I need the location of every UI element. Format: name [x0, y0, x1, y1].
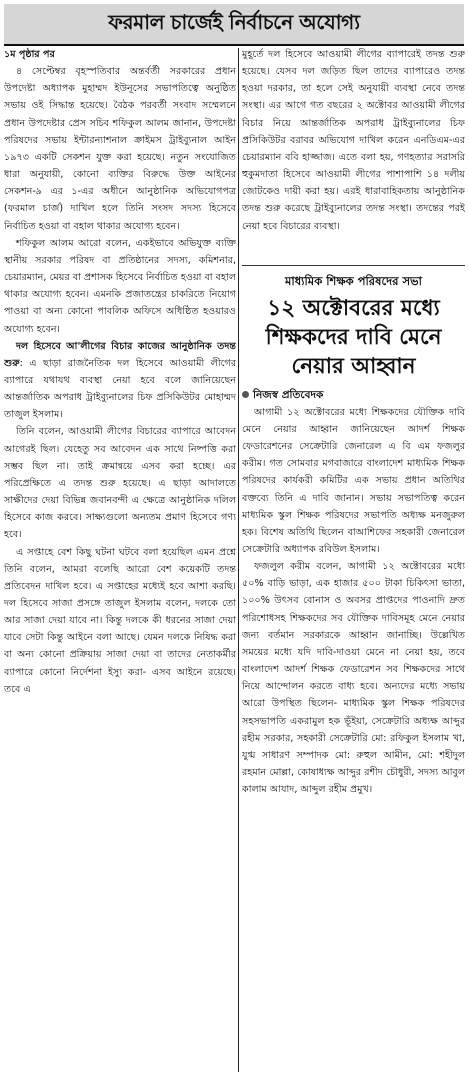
page-headline: ফরমাল চার্জেই নির্বাচনে অযোগ্য — [108, 9, 360, 34]
article-paragraph: মুহূর্তে দল হিসেবে আওয়ামী লীগের ব্যাপারেই তদন্ত শুরু হয়েছে। যেসব দল জড়িত ছিল তাদের ব্যাপারেও তদন্ত হওয়া দরকার, তা হলে সেই অনুযায়ী ব্যবস্থা নেবে তদন্ত সংস্থা। এর আগে গত বছরের ২ অক্টোবর আওয়ামী লীগের বিচার নিয়ে আন্তর্জাতিক অপরাধ ট্রাইব্যুনালের চিফ প্রসিকিউটর বরাবর অভিযোগ দাখিল করেন এনডিএম-এর চেয়ারম্যান ববি হাজ্জাজ। এতে বলা হয়, গণহত্যার সরাসরি হুকুমদাতা হিসেবে আওয়ামী লীগের পাশাপাশি ১৪ দলীয় জোটকেও দায়ী করা হয়। এরই ধারাবাহিকতায় আনুষ্ঠানিক তদন্ত শুরু করেছে ট্রাইব্যুনালের তদন্ত সংস্থা। তদন্তের পরই নেয়া হবে বিচারের ব্যবস্থা। — [242, 49, 465, 232]
byline — [242, 387, 465, 404]
right-column — [242, 46, 465, 1074]
story2-paragraph: আগামী ১২ অক্টোবরের মধ্যে শিক্ষকদের যৌক্তিক দাবি মেনে নেয়ার আহ্বান জানিয়েছেন আদর্শ শিক্ষক ফেডারেশনের সেক্রেটারি জেনারেল এ বি এম ফজলুর করীম। গত সোমবার মগবাজারে বাংলাদেশ মাধ্যমিক শিক্ষক পরিষদের কার্যকরী কমিটির এক সভায় প্রধান অতিথির বক্তব্যে তিনি এ দাবি জানান। সভায় সভাপতিত্ব করেন মাধ্যমিক স্কুল শিক্ষক পরিষদের সভাপতি অধ্যক্ষ মনজুরুল হক। বিশেষ অতিথি ছিলেন বাআশিফের সহকারী জেনারেল সেক্রেটারি অধ্যাপক রবিউল ইসলাম। — [242, 406, 465, 555]
article-paragraph: ৪ সেপ্টেম্বর বৃহস্পতিবার অন্তর্বর্তী সরকারের প্রধান উপদেষ্টা অধ্যাপক মুহাম্মদ ইউনূসের সভাপতিত্বে অনুষ্ঠিত সভায় ওই সিদ্ধান্ত হয়েছে। বৈঠক পরবর্তী সংবাদ সম্মেলনে প্রধান উপদেষ্টার প্রেস সচিব শফিকুল আলম জানান, উপদেষ্টা পরিষদের সভায় ইন্টারন্যাশনাল ক্রাইমস ট্রাইব্যুনাল আইন ১৯৭৩ একটি সেকশন যুক্ত করা হয়েছে। নতুন সংযোজিত ধারা অনুযায়ী, কোনো ব্যক্তির বিরুদ্ধে উক্ত আইনের সেকশন-৯ এর ১-এর অধীনে আনুষ্ঠানিক অভিযোগপত্র (ফরমাল চার্জ) দাখিল হলে তিনি সংসদ সদস্য হিসেবে নির্বাচিত হওয়া বা বহাল থাকার অযোগ্য হবেন। — [4, 66, 236, 232]
bullet-icon — [242, 391, 249, 398]
headline-bar — [4, 4, 464, 46]
article-paragraph: এ সপ্তাহে বেশ কিছু ঘটনা ঘটবে বলা হয়েছিল এমন প্রশ্নে তিনি বলেন, আমরা বলেছি আরো বেশ কয়েকটি তদন্ত প্রতিবেদন দাখিল হবে। এ সপ্তাহের মধ্যেই হবে আশা করছি। দল হিসেবে সাজা প্রসঙ্গে তাজুল ইসলাম বলেন, দলকে তো আর সাজা দেয়া যাবে না। কিন্তু দলকে কী ধরনের সাজা দেয়া যাবে সেটা কিন্তু আইনে বলা আছে। যেমন দলকে নিষিদ্ধ করা বা অন্য কোনো প্রক্রিয়ায় সাজা দেয়া বা তাদের নেতাকর্মীর ব্যাপারে কোনো নির্দেশনা ইস্যু করা- এসব আইনে রয়েছে। তবে এ — [4, 546, 236, 695]
article-paragraph: শফিকুল আলম আরো বলেন, একইভাবে অভিযুক্ত ব্যক্তি স্থানীয় সরকার পরিষদ বা প্রতিষ্ঠানের সদস্য, কমিশনার, চেয়ারম্যান, মেয়র বা প্রশাসক হিসেবে নির্বাচিত হওয়া বা বহাল থাকার অযোগ্য হবেন। এমনকি প্রজাতন্ত্রের চাকরিতে নিয়োগ পাওয়া বা অন্য কোনো পাবলিক অফিসে অধিষ্ঠিত হওয়ারও অযোগ্য হবেন। — [4, 237, 236, 335]
column-divider — [238, 48, 239, 1072]
second-story — [242, 265, 465, 799]
story2-kicker: মাধ্যমিক শিক্ষক পরিষদের সভা — [285, 273, 422, 288]
byline-text: নিজস্ব প্রতিবেদক — [253, 388, 324, 401]
story2-headline: ১২ অক্টোবরের মধ্যে শিক্ষকদের দাবি মেনে নেয়ার আহ্বান — [265, 295, 442, 379]
continued-from-kicker: ১ম পৃষ্ঠার পর — [4, 49, 55, 60]
article-subhead: দল হিসেবে আ'লীগের বিচার কাজের আনুষ্ঠানিক তদন্ত শুরু — [4, 340, 236, 369]
left-column — [4, 46, 236, 1074]
subhead-paragraph — [4, 338, 236, 424]
subhead-text: : এ ছাড়া রাজনৈতিক দল হিসেবে আওয়ামী লীগের ব্যাপারে যথাযথ ব্যবস্থা নেয়া হবে বলে জানিয়েছেন আন্তর্জাতিক অপরাধ ট্রাইব্যুনালের চিফ প্রসিকিউটর মোহাম্মদ তাজুল ইসলাম। — [4, 357, 236, 421]
story2-paragraph: ফজলুল করীম বলেন, আগামী ১২ অক্টোবরের মধ্যে ৫০% বাড়ি ভাড়া, এক হাজার ৫০০ টাকা চিকিৎসা ভাতা, ১০০% উৎসব বোনাস ও অবসর প্রাপ্তদের পাওনাদি দ্রুত পরিশোধসহ শিক্ষকদের সব যৌক্তিক দাবিসমূহ মেনে নেয়ার জন্য বর্তমান সরকারকে আহ্বান জানাচ্ছি। উল্লেখিত সময়ের মধ্যে যদি দাবি-দাওয়া মেনে না নেয়া হয়, তবে বাংলাদেশ আদর্শ শিক্ষক ফেডারেশন সব শিক্ষকদের সাথে নিয়ে আন্দোলন করতে বাধ্য হবে। অন্যদের মধ্যে সভায় আরো উপস্থিত ছিলেন- মাধ্যমিক স্কুল শিক্ষক পরিষদের সহসভাপতি একরামুল হক ভূঁইয়া, সেক্রেটারি অধ্যক্ষ আব্দুর রহীম সরকার, সহকারী সেক্রেটারি মো: রফিকুল ইসলাম খা, যুগ্ম সাধারণ সম্পাদক মো: রুহুল আমীন, মো: শহীদুল রহমান মোল্লা, কোষাধ্যক্ষ আব্দুর রশীদ চৌধুরী, সদস্য আবুল কালাম আযাদ, আব্দুল রহীম প্রমুখ। — [242, 561, 465, 796]
article-paragraph: তিনি বলেন, আওয়ামী লীগের বিচারের ব্যাপারে আবেদন আগেরই ছিল। যেহেতু সব আবেদন এক সাথে নিষ্পত্তি করা সম্ভব ছিল না। তাই ক্রমান্বয়ে এসব করা হচ্ছে। এর পরিপ্রেক্ষিতে এ তদন্ত শুরু হয়েছে। এ ছাড়া আদালতে সাক্ষীদের দেয়া বিভিন্ন জবানবন্দী এ ক্ষেত্রে আনুষ্ঠানিক দলিল হিসেবে কাজ করবে। সাক্ষ্যগুলো অন্যতম প্রমাণ হিসেবে গণ্য হবে। — [4, 426, 236, 541]
